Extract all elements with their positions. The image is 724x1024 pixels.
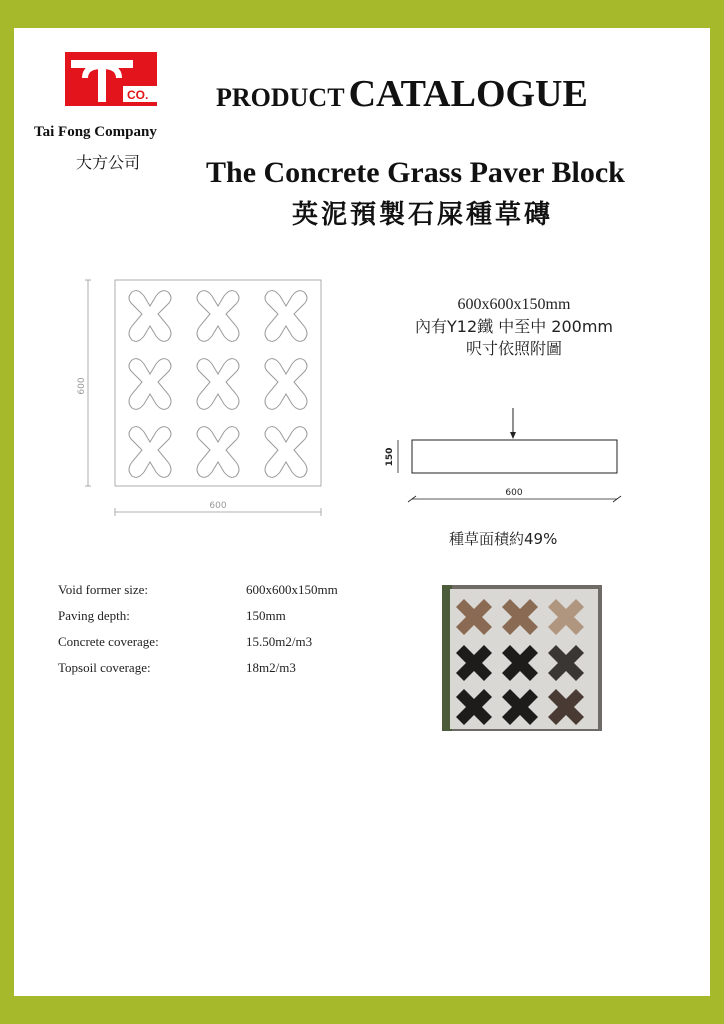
company-name-zh: 大方公司	[76, 153, 141, 172]
catalogue-title	[216, 72, 588, 116]
plan-view-drawing	[70, 268, 330, 528]
spec-label: Concrete coverage:	[58, 634, 159, 649]
spec-value: 18m2/m3	[246, 660, 296, 675]
section-height-label: 150	[385, 447, 395, 467]
logo-text: CO.	[127, 88, 149, 102]
section-width-label: 600	[505, 488, 523, 498]
spec-rebar: 內有Y12鐵 中至中 200mm	[414, 317, 614, 336]
product-title-zh: 英泥預製石屎種草磚	[292, 200, 554, 230]
company-name-en: Tai Fong Company	[34, 124, 157, 140]
spec-label: Void former size:	[58, 582, 149, 597]
photo-paver-block	[450, 589, 598, 729]
spec-size: 600x600x150mm	[457, 296, 571, 313]
spec-value: 15.50m2/m3	[246, 634, 313, 649]
spec-note: 呎寸依照附圖	[465, 339, 562, 358]
spec-label: Paving depth:	[58, 608, 130, 623]
spec-value: 600x600x150mm	[246, 582, 338, 597]
catalogue-page	[14, 28, 710, 996]
spec-lines	[394, 294, 634, 360]
product-title-en: The Concrete Grass Paver Block	[206, 156, 625, 189]
catalogue-word-catalogue: CATALOGUE	[348, 73, 588, 115]
coverage-note: 種草面積約49%	[449, 530, 558, 548]
photo-paver-holes	[450, 589, 598, 729]
product-photo	[442, 585, 602, 731]
plan-width-label: 600	[209, 501, 227, 511]
catalogue-word-product: PRODUCT	[216, 83, 345, 112]
plan-height-label: 600	[77, 377, 87, 395]
spec-value: 150mm	[246, 608, 286, 623]
spec-label: Topsoil coverage:	[58, 660, 151, 675]
company-logo	[65, 52, 157, 106]
section-view-drawing	[376, 406, 636, 506]
